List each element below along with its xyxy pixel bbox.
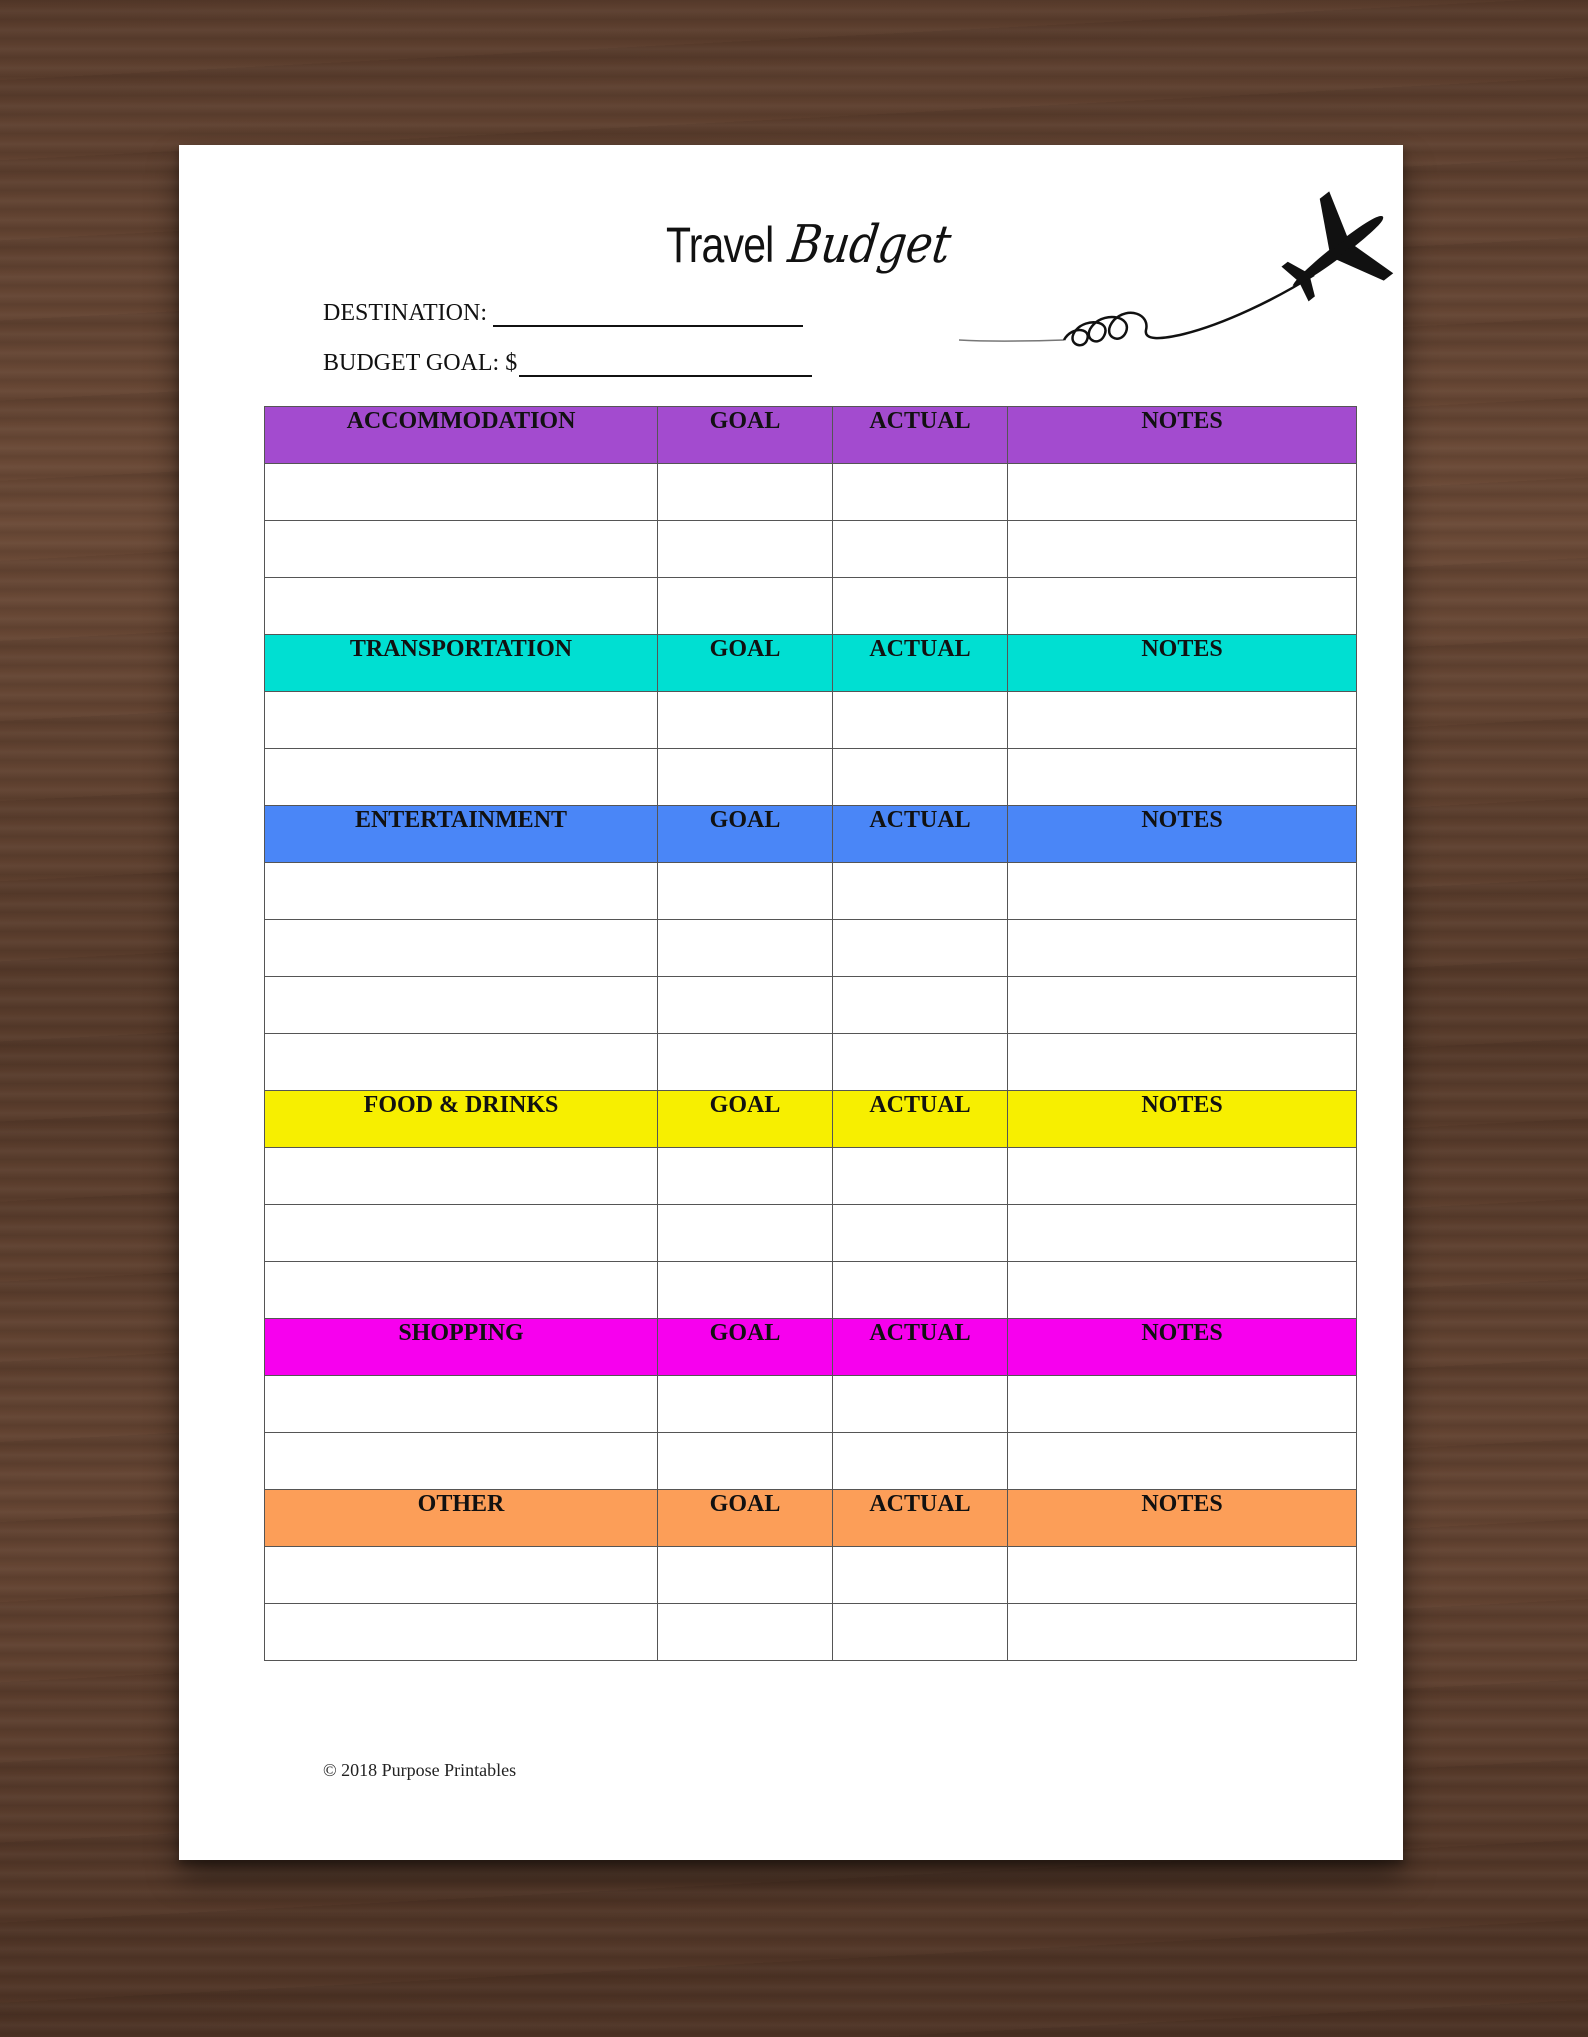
notes-header: NOTES (1008, 407, 1357, 464)
goal-cell[interactable] (658, 1262, 833, 1319)
notes-cell[interactable] (1008, 692, 1357, 749)
budget-goal-label: BUDGET GOAL: $ (323, 350, 518, 376)
table-row (265, 1604, 1357, 1661)
item-cell[interactable] (265, 578, 658, 635)
table-row (265, 1148, 1357, 1205)
actual-cell[interactable] (833, 1376, 1008, 1433)
airplane-icon (954, 190, 1404, 365)
actual-header: ACTUAL (833, 806, 1008, 863)
budget-goal-line[interactable] (519, 353, 812, 377)
notes-header: NOTES (1008, 1490, 1357, 1547)
actual-cell[interactable] (833, 1148, 1008, 1205)
actual-cell[interactable] (833, 692, 1008, 749)
actual-cell[interactable] (833, 1604, 1008, 1661)
table-row (265, 1034, 1357, 1091)
section-header-row (265, 806, 1357, 863)
actual-cell[interactable] (833, 464, 1008, 521)
table-row (265, 464, 1357, 521)
notes-cell[interactable] (1008, 920, 1357, 977)
budget-table (264, 406, 1357, 1661)
item-cell[interactable] (265, 521, 658, 578)
section-header-row (265, 407, 1357, 464)
actual-cell[interactable] (833, 749, 1008, 806)
notes-cell[interactable] (1008, 1433, 1357, 1490)
goal-header: GOAL (658, 1091, 833, 1148)
item-cell[interactable] (265, 1604, 658, 1661)
goal-cell[interactable] (658, 863, 833, 920)
notes-header: NOTES (1008, 1319, 1357, 1376)
notes-cell[interactable] (1008, 1034, 1357, 1091)
destination-label: DESTINATION: (323, 300, 487, 326)
section-name: OTHER (265, 1490, 658, 1547)
goal-cell[interactable] (658, 920, 833, 977)
actual-cell[interactable] (833, 1034, 1008, 1091)
actual-cell[interactable] (833, 578, 1008, 635)
section-name: ENTERTAINMENT (265, 806, 658, 863)
table-row (265, 1547, 1357, 1604)
table-row (265, 977, 1357, 1034)
section-header-row (265, 1091, 1357, 1148)
item-cell[interactable] (265, 920, 658, 977)
budget-goal-field[interactable] (323, 350, 812, 377)
table-row (265, 1205, 1357, 1262)
table-row (265, 863, 1357, 920)
item-cell[interactable] (265, 1547, 658, 1604)
goal-header: GOAL (658, 407, 833, 464)
section-name: ACCOMMODATION (265, 407, 658, 464)
destination-field[interactable] (323, 300, 803, 327)
budget-sheet (179, 145, 1403, 1860)
item-cell[interactable] (265, 1034, 658, 1091)
goal-cell[interactable] (658, 1376, 833, 1433)
table-row (265, 1262, 1357, 1319)
goal-cell[interactable] (658, 1148, 833, 1205)
actual-cell[interactable] (833, 521, 1008, 578)
actual-header: ACTUAL (833, 407, 1008, 464)
actual-cell[interactable] (833, 1433, 1008, 1490)
goal-cell[interactable] (658, 464, 833, 521)
goal-cell[interactable] (658, 1547, 833, 1604)
notes-cell[interactable] (1008, 1262, 1357, 1319)
notes-cell[interactable] (1008, 521, 1357, 578)
item-cell[interactable] (265, 863, 658, 920)
item-cell[interactable] (265, 1205, 658, 1262)
actual-header: ACTUAL (833, 1319, 1008, 1376)
actual-cell[interactable] (833, 1205, 1008, 1262)
goal-header: GOAL (658, 806, 833, 863)
item-cell[interactable] (265, 749, 658, 806)
title-script: Budget (784, 215, 955, 275)
actual-cell[interactable] (833, 920, 1008, 977)
goal-header: GOAL (658, 1490, 833, 1547)
goal-cell[interactable] (658, 1034, 833, 1091)
goal-cell[interactable] (658, 1205, 833, 1262)
goal-header: GOAL (658, 1319, 833, 1376)
goal-cell[interactable] (658, 977, 833, 1034)
item-cell[interactable] (265, 977, 658, 1034)
goal-header: GOAL (658, 635, 833, 692)
goal-cell[interactable] (658, 692, 833, 749)
item-cell[interactable] (265, 1433, 658, 1490)
notes-cell[interactable] (1008, 749, 1357, 806)
notes-cell[interactable] (1008, 1148, 1357, 1205)
actual-cell[interactable] (833, 1547, 1008, 1604)
notes-header: NOTES (1008, 1091, 1357, 1148)
item-cell[interactable] (265, 692, 658, 749)
goal-cell[interactable] (658, 521, 833, 578)
table-row (265, 1376, 1357, 1433)
goal-cell[interactable] (658, 578, 833, 635)
notes-cell[interactable] (1008, 1205, 1357, 1262)
item-cell[interactable] (265, 1148, 658, 1205)
actual-cell[interactable] (833, 977, 1008, 1034)
notes-cell[interactable] (1008, 1547, 1357, 1604)
item-cell[interactable] (265, 1262, 658, 1319)
table-row (265, 578, 1357, 635)
section-header-row (265, 1490, 1357, 1547)
notes-header: NOTES (1008, 635, 1357, 692)
notes-cell[interactable] (1008, 1604, 1357, 1661)
actual-header: ACTUAL (833, 1490, 1008, 1547)
notes-cell[interactable] (1008, 977, 1357, 1034)
section-header-row (265, 635, 1357, 692)
item-cell[interactable] (265, 464, 658, 521)
actual-cell[interactable] (833, 863, 1008, 920)
actual-header: ACTUAL (833, 635, 1008, 692)
notes-cell[interactable] (1008, 464, 1357, 521)
table-row (265, 920, 1357, 977)
notes-header: NOTES (1008, 806, 1357, 863)
actual-header: ACTUAL (833, 1091, 1008, 1148)
goal-cell[interactable] (658, 1433, 833, 1490)
section-name: FOOD & DRINKS (265, 1091, 658, 1148)
copyright-footer: © 2018 Purpose Printables (323, 1760, 517, 1780)
notes-cell[interactable] (1008, 578, 1357, 635)
table-row (265, 692, 1357, 749)
item-cell[interactable] (265, 1376, 658, 1433)
page-title (666, 215, 979, 275)
section-name: TRANSPORTATION (265, 635, 658, 692)
table-row (265, 1433, 1357, 1490)
goal-cell[interactable] (658, 749, 833, 806)
table-row (265, 521, 1357, 578)
goal-cell[interactable] (658, 1604, 833, 1661)
actual-cell[interactable] (833, 1262, 1008, 1319)
notes-cell[interactable] (1008, 863, 1357, 920)
notes-cell[interactable] (1008, 1376, 1357, 1433)
title-plain: Travel (666, 217, 774, 273)
table-row (265, 749, 1357, 806)
section-name: SHOPPING (265, 1319, 658, 1376)
destination-line[interactable] (493, 303, 803, 327)
section-header-row (265, 1319, 1357, 1376)
